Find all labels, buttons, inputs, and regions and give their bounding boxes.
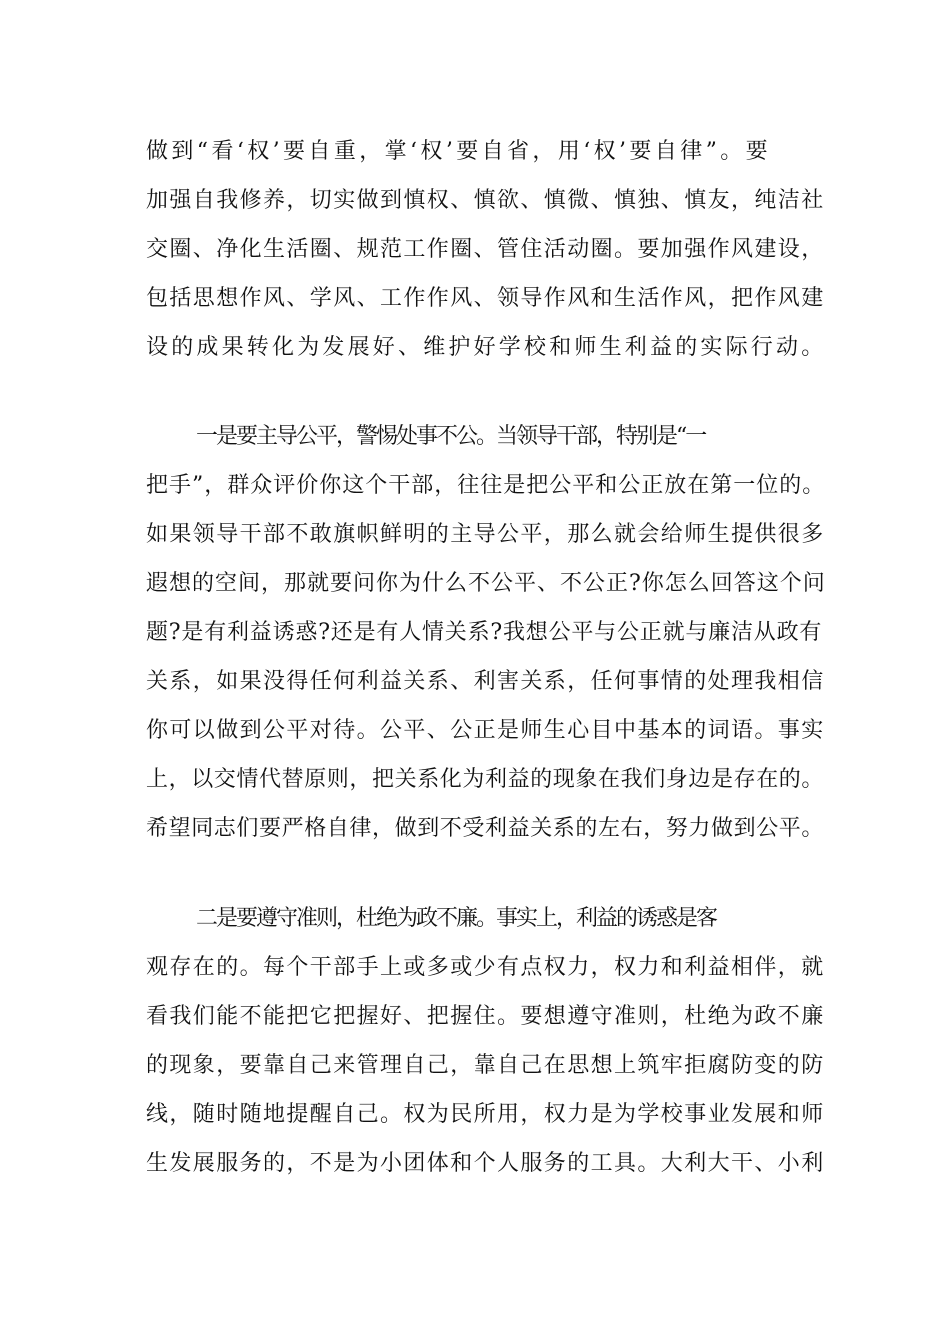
text-line: 如果领导干部不敢旗帜鲜明的主导公平，那么就会给师生提供很多 bbox=[146, 522, 825, 547]
text-line: 一是要主导公平，警惕处事不公。当领导干部，特别是“一 bbox=[196, 424, 706, 449]
text-line: 上，以交情代替原则，把关系化为利益的现象在我们身边是存在的。 bbox=[146, 767, 825, 792]
text-line: 二是要遵守准则，杜绝为政不廉。事实上，利益的诱惑是客 bbox=[196, 906, 717, 931]
text-line: 关系，如果没得任何利益关系、利害关系，任何事情的处理我相信 bbox=[146, 669, 825, 694]
text-line: 做到“看‘权’要自重，掌‘权’要自省，用‘权’要自律”。要 bbox=[146, 139, 772, 164]
text-line: 希望同志们要严格自律，做到不受利益关系的左右，努力做到公平。 bbox=[146, 816, 825, 841]
text-line: 加强自我修养，切实做到慎权、慎欲、慎微、慎独、慎友，纯洁社 bbox=[146, 188, 825, 213]
text-line: 把手”，群众评价你这个干部，往往是把公平和公正放在第一位的。 bbox=[146, 473, 826, 498]
text-line: 生发展服务的，不是为小团体和个人服务的工具。大利大干、小利 bbox=[146, 1151, 825, 1176]
text-line: 包括思想作风、学风、工作作风、领导作风和生活作风，把作风建 bbox=[146, 286, 825, 311]
text-line: 观存在的。每个干部手上或多或少有点权力，权力和利益相伴，就 bbox=[146, 955, 825, 980]
text-line: 遐想的空间，那就要问你为什么不公平、不公正?你怎么回答这个问 bbox=[146, 571, 826, 596]
text-line: 看我们能不能把它把握好、把握住。要想遵守准则，杜绝为政不廉 bbox=[146, 1004, 825, 1029]
text-line: 交圈、净化生活圈、规范工作圈、管住活动圈。要加强作风建设， bbox=[146, 237, 825, 262]
text-line: 设的成果转化为发展好、维护好学校和师生利益的实际行动。 bbox=[146, 335, 827, 360]
text-line: 题?是有利益诱惑?还是有人情关系?我想公平与公正就与廉洁从政有 bbox=[146, 620, 823, 645]
text-line: 你可以做到公平对待。公平、公正是师生心目中基本的词语。事实 bbox=[146, 718, 825, 743]
text-line: 线，随时随地提醒自己。权为民所用，权力是为学校事业发展和师 bbox=[146, 1102, 825, 1127]
text-line: 的现象，要靠自己来管理自己，靠自己在思想上筑牢拒腐防变的防 bbox=[146, 1053, 825, 1078]
